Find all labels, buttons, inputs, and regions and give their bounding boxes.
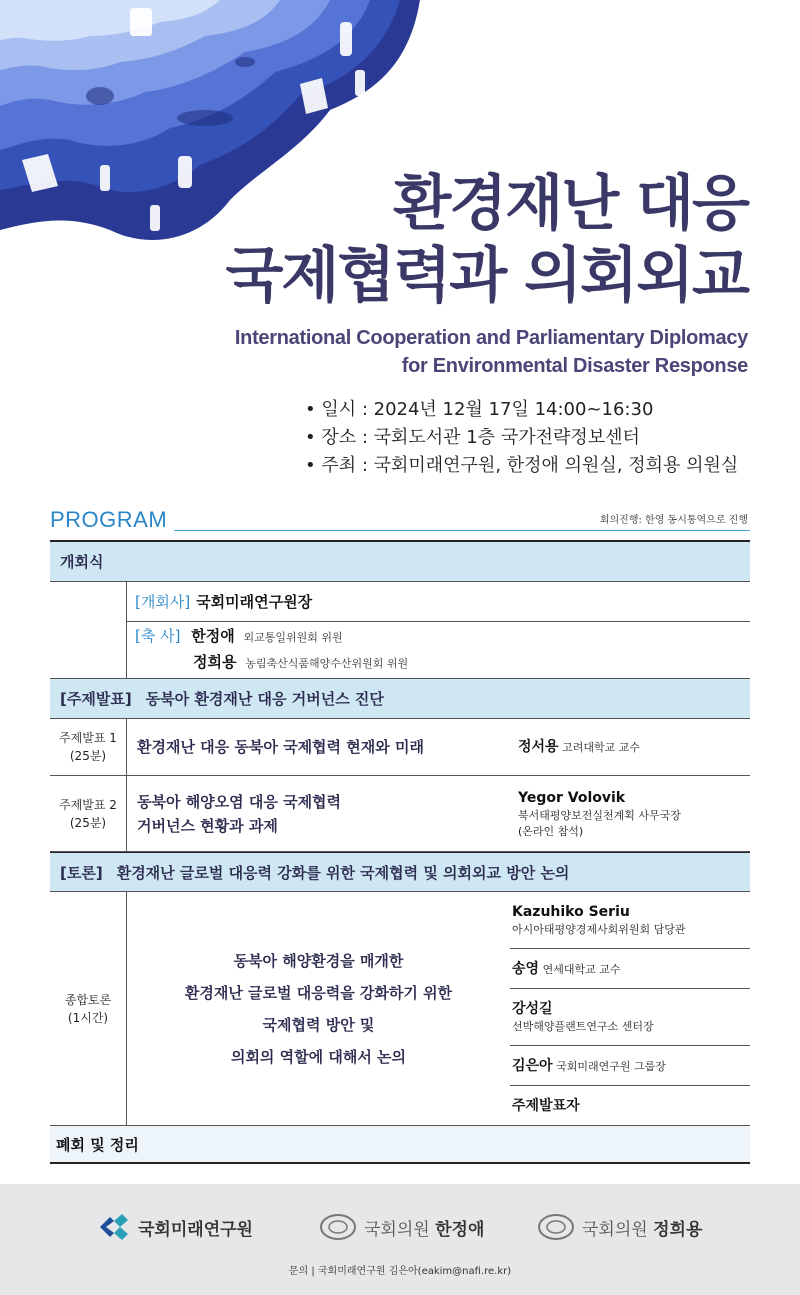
opening-greeting (127, 582, 750, 622)
keynote-1-role: 고려대학교 교수 (562, 741, 640, 754)
panelist (510, 1046, 750, 1086)
org-han (318, 1212, 484, 1242)
main-title-line1: 환경재난 대응 (393, 169, 748, 239)
contact-info: 문의 | 국회미래연구원 김은아(eakim@nafi.re.kr) (288, 1266, 512, 1277)
org-jeong (536, 1212, 702, 1242)
event-host: • 주최 : 국회미래연구원, 한정애 의원실, 정희용 의원실 (305, 455, 739, 476)
opening-row (50, 582, 750, 679)
org-nafi (96, 1212, 253, 1242)
main-title-line2: 국제협력과 의회외교 (225, 241, 748, 311)
program-header (50, 505, 750, 535)
subtitle-line1: International Cooperation and Parliamentary Diplomacy (234, 327, 748, 349)
discussion-summary (127, 892, 510, 1125)
keynote-2-slot-label: 주제발표 2 (59, 797, 117, 812)
greeting-tag: [개회사] (135, 593, 191, 611)
greeting-name: 국회미래연구원장 (196, 593, 313, 611)
keynote-2-slot (50, 776, 127, 851)
congrats-1-role: 외교통일위원회 위원 (243, 631, 343, 644)
section-keynote (50, 679, 750, 719)
keynote-2-role2: (온라인 참석) (518, 824, 584, 838)
discussion-row (50, 892, 750, 1126)
event-venue: • 장소 : 국회도서관 1층 국가전략정보센터 (305, 427, 640, 448)
panelist (510, 1086, 750, 1126)
keynote-row-1 (50, 719, 750, 776)
discussion-summary-line3: 국제협력 방안 및 (262, 1015, 375, 1034)
section-keynote-title: 동북아 환경재난 대응 거버넌스 진단 (145, 690, 384, 708)
discussion-slot (50, 892, 127, 1125)
org3-name: 정희용 (653, 1219, 703, 1240)
panelist-4-name: 김은아 (512, 1057, 553, 1074)
panelist-3-role: 선박해양플랜트연구소 센터장 (512, 1020, 654, 1033)
keynote-2-topic-line1: 동북아 해양오염 대응 국제협력 (137, 792, 342, 811)
discussion-panel (510, 892, 750, 1125)
keynote-2-topic-line2: 거버넌스 현황과 과제 (137, 816, 278, 835)
opening-congrats (127, 622, 750, 678)
discussion-summary-line1: 동북아 해양환경을 매개한 (233, 951, 404, 970)
panelist-2-role: 연세대학교 교수 (542, 962, 621, 976)
panelist (510, 989, 750, 1046)
program-schedule (50, 540, 750, 1164)
congrats-1-name: 한정애 (191, 627, 235, 645)
discussion-duration: (1시간) (67, 1010, 109, 1025)
org2-prefix: 국회의원 (364, 1219, 430, 1240)
congrats-2-role: 농림축산식품해양수산위원회 위원 (245, 657, 409, 670)
discussion-slot-label: 종합토론 (64, 992, 112, 1007)
panelist-4-role: 국회미래연구원 그룹장 (556, 1059, 666, 1073)
keynote-row-2 (50, 776, 750, 852)
org2-name: 한정애 (435, 1219, 485, 1240)
keynote-1-slot (50, 719, 127, 775)
keynote-1-duration: (25분) (69, 749, 107, 763)
discussion-summary-line2: 환경재난 글로벌 대응력을 강화하기 위한 (184, 983, 453, 1002)
section-opening-label: 개회식 (60, 553, 104, 571)
section-closing (50, 1126, 750, 1164)
section-discussion (50, 852, 750, 892)
panelist-1-role: 아시아태평양경제사회위원회 담당관 (512, 923, 686, 936)
interpretation-note: 회의진행: 한영 동시통역으로 진행 (599, 515, 748, 526)
keynote-2-speaker: Yegor Volovik (518, 789, 626, 806)
keynote-1-speaker-cell (510, 719, 750, 775)
congrats-2-name: 정희용 (193, 653, 237, 671)
org3-prefix: 국회의원 (582, 1219, 648, 1240)
section-discussion-label: [토론] (60, 863, 103, 882)
footer (0, 1184, 800, 1295)
section-closing-label: 폐회 및 정리 (56, 1135, 139, 1154)
keynote-2-role: 북서태평양보전실천계획 사무국장 (518, 808, 681, 822)
keynote-2-duration: (25분) (69, 815, 107, 830)
program-label: PROGRAM (50, 507, 168, 532)
section-keynote-label: [주제발표] (60, 690, 132, 708)
panelist-3-name: 강성길 (512, 1001, 553, 1017)
event-info (305, 396, 738, 480)
assembly-emblem-icon (318, 1212, 358, 1242)
panelist (510, 949, 750, 989)
panelist (510, 892, 750, 949)
org1-name: 국회미래연구원 (138, 1219, 253, 1240)
panelist-2-name: 송영 (512, 960, 540, 977)
nafi-logo-icon (96, 1212, 132, 1242)
discussion-summary-line4: 의회의 역할에 대해서 논의 (230, 1047, 407, 1066)
congrats-tag: [축 사] (135, 627, 181, 645)
panelist-5-name: 주제발표자 (512, 1098, 580, 1114)
opening-left-cell (50, 582, 127, 678)
keynote-1-slot-label: 주제발표 1 (59, 731, 117, 745)
panelist-1-name: Kazuhiko Seriu (512, 904, 630, 920)
subtitle-line2: for Environmental Disaster Response (401, 355, 748, 377)
event-date: • 일시 : 2024년 12월 17일 14:00~16:30 (305, 399, 654, 420)
title-block (225, 168, 748, 380)
section-discussion-title: 환경재난 글로벌 대응력 강화를 위한 국제협력 및 의회외교 방안 논의 (116, 863, 570, 882)
program-divider (174, 530, 750, 531)
assembly-emblem-icon (536, 1212, 576, 1242)
keynote-1-speaker: 정서용 (518, 739, 559, 755)
keynote-1-topic: 환경재난 대응 동북아 국제협력 현재와 미래 (137, 738, 424, 756)
keynote-2-speaker-cell (510, 776, 750, 851)
keynote-2-topic (127, 776, 510, 851)
section-opening (50, 542, 750, 582)
